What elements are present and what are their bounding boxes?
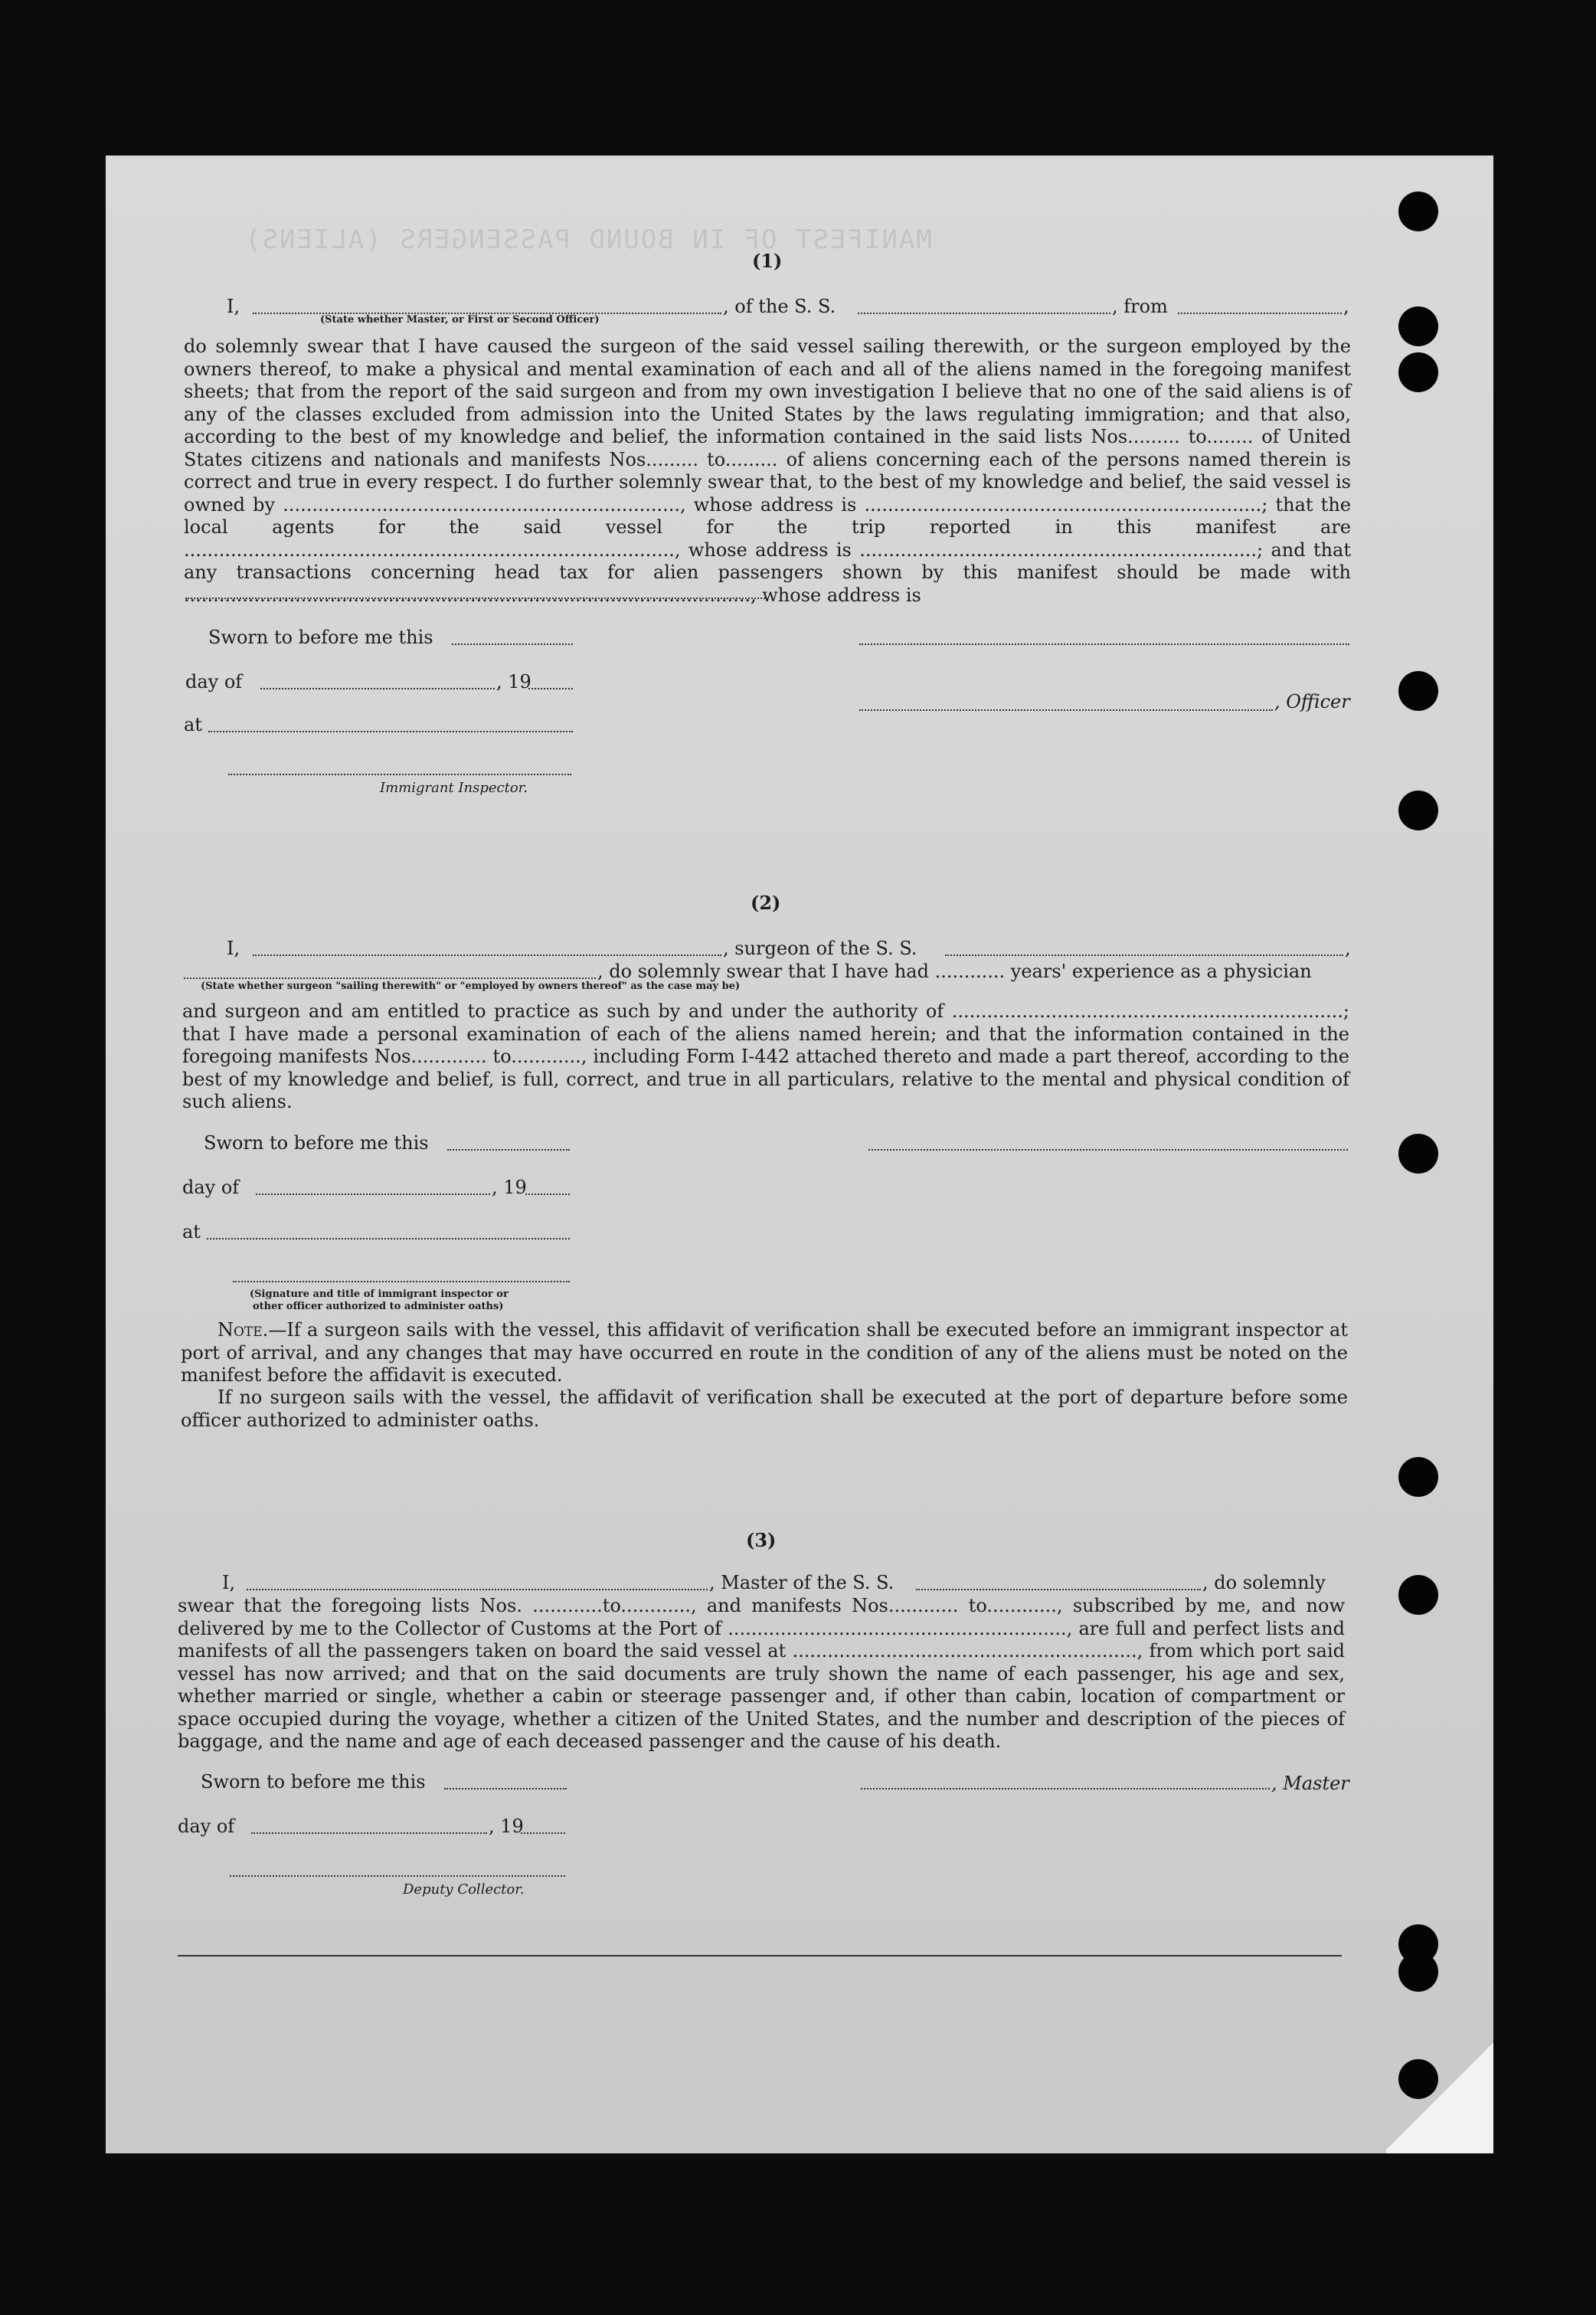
punch-hole xyxy=(1398,1457,1438,1497)
authority-signature-field[interactable] xyxy=(233,1281,570,1282)
sworn-label-2: Sworn to before me this xyxy=(204,1132,429,1154)
punch-hole xyxy=(1398,791,1438,830)
oath-2-i: I, xyxy=(227,938,240,959)
section-1-number: (1) xyxy=(752,250,783,272)
oath-3-master: , Master of the S. S. xyxy=(709,1572,894,1593)
note-paragraph-2: If no surgeon sails with the vessel, the affidavit of verification shall be executed at the port of departure before some officer authorized to administer oaths. xyxy=(181,1387,1348,1431)
day-of-label-3: day of xyxy=(178,1816,235,1837)
day-of-field-3[interactable] xyxy=(251,1832,487,1834)
folded-corner xyxy=(1386,2038,1493,2153)
oath-1-comma: , xyxy=(1343,296,1349,317)
surgeon-status-field[interactable] xyxy=(184,977,596,979)
punch-hole xyxy=(1398,1952,1438,1992)
year-field-1[interactable] xyxy=(528,688,573,689)
punch-hole xyxy=(1398,1134,1438,1174)
year-label-1: , 19 xyxy=(496,671,531,693)
officer-signature-field[interactable] xyxy=(859,643,1349,645)
year-label-2: , 19 xyxy=(492,1177,527,1198)
officer-title-field[interactable] xyxy=(859,709,1273,711)
punch-hole xyxy=(1398,352,1438,392)
oath-1-i: I, xyxy=(227,296,240,317)
collector-signature-field[interactable] xyxy=(230,1875,565,1877)
punch-hole xyxy=(1398,192,1438,231)
signature-hint-2: other officer authorized to administer oaths) xyxy=(253,1301,504,1312)
agent-address-field[interactable] xyxy=(185,598,767,599)
day-of-label-2: day of xyxy=(182,1177,240,1198)
surgeon-name-field[interactable] xyxy=(253,954,721,956)
surgeon-hint: (State whether surgeon "sailing therewith" or "employed by owners thereof" as the case may be) xyxy=(201,981,741,992)
master-signature-field[interactable] xyxy=(861,1788,1270,1789)
oath-1-body: do solemnly swear that I have caused the surgeon of the said vessel sailing therewith, or the surgeon employed by the owners thereof, to make a physical and mental examination of each and all of the aliens named in the foregoing manifest sheets; that from the report of the said surgeon and from my own investigation I believe that no one of the said aliens is of any of the classes excluded from admission into the United States by the laws regulating immigration; and that also, according to the best of my knowledge and belief, the information contained in the said lists Nos......... to........ of United States citizens and nationals and manifests Nos......... to......... of aliens concerning each of the persons named therein is correct and true in every respect. I do further solemnly swear that, to the best of my knowledge and belief, the said vessel is owned by ...................................................................., whose address is ....................................................................; that the local agents for the said vessel for the trip reported in this manifest are ...................................................................................., whose address is ....................................................................; and that any transactions concerning head tax for alien passengers shown by this manifest should be made with ................................................................................................., whose address is xyxy=(184,336,1351,606)
surgeon-signature-field[interactable] xyxy=(868,1149,1348,1151)
day-of-field-1[interactable] xyxy=(260,688,495,689)
oath-2-line2: , do solemnly swear that I have had ............ years' experience as a physician xyxy=(597,961,1312,982)
at-field-1[interactable] xyxy=(208,731,573,732)
note-text-1: —If a surgeon sails with the vessel, this affidavit of verification shall be executed before an immigrant inspector at port of arrival, and any changes that may have occurred en route in the condition of any of the aliens must be noted on the manifest before the affidavit is executed. xyxy=(181,1319,1348,1386)
at-label-1: at xyxy=(184,714,202,735)
inspector-label: Immigrant Inspector. xyxy=(380,780,528,796)
surgeon-vessel-field[interactable] xyxy=(945,954,1343,956)
sworn-date-field-3[interactable] xyxy=(444,1788,567,1789)
punch-hole xyxy=(1398,671,1438,711)
sworn-date-field-1[interactable] xyxy=(452,643,573,645)
year-field-3[interactable] xyxy=(521,1832,565,1834)
section-2-number: (2) xyxy=(751,892,781,914)
day-of-label-1: day of xyxy=(185,671,243,693)
oath-1-of-ss: , of the S. S. xyxy=(723,296,836,317)
master-vessel-field[interactable] xyxy=(916,1589,1201,1590)
punch-hole xyxy=(1398,1575,1438,1615)
sworn-date-field-2[interactable] xyxy=(447,1149,570,1151)
sworn-label-3: Sworn to before me this xyxy=(201,1771,426,1793)
oath-1-from: , from xyxy=(1112,296,1168,317)
year-field-2[interactable] xyxy=(525,1194,570,1195)
master-name-field[interactable] xyxy=(247,1589,708,1590)
oath-3-solemnly: , do solemnly xyxy=(1202,1572,1326,1593)
note-paragraph-1 xyxy=(181,1319,1348,1387)
master-label: , Master xyxy=(1271,1773,1349,1794)
section-3-number: (3) xyxy=(746,1529,777,1551)
bottom-rule xyxy=(178,1955,1342,1956)
vessel-name-field[interactable] xyxy=(858,313,1110,314)
bleed-through-text: MANIFEST OF IN BOUND PASSENGERS (ALIENS) xyxy=(244,224,932,255)
port-from-field[interactable] xyxy=(1178,313,1342,314)
oath-2-body: and surgeon and am entitled to practice as such by and under the authority of ...................................................................; that I have made a personal examination of each of the aliens named herein; and that the information contained in the foregoing manifests Nos............. to............, including Form I-442 attached thereto and made a part thereof, according to the best of my knowledge and belief, is full, correct, and true in all particulars, relative to the mental and physical condition of such aliens. xyxy=(182,1000,1349,1112)
collector-label: Deputy Collector. xyxy=(403,1881,525,1898)
oath-2-surgeon: , surgeon of the S. S. xyxy=(723,938,917,959)
oath-3-body: swear that the foregoing lists Nos. ............to............, and manifests Nos............ to............, subscribed by me, and now delivered by me to the Collector of Customs at the Port of .........................................................., are full and perfect lists and manifests of all the passengers taken on board the said vessel at ..........................................................., from which port said vessel has now arrived; and that on the said documents are truly shown the name of each passenger, his age and sex, whether married or single, whether a cabin or steerage passenger and, if other than cabin, location of compartment or space occupied during the voyage, whether a citizen of the United States, and the number and description of the pieces of baggage, and the name and age of each deceased passenger and the cause of his death. xyxy=(178,1595,1345,1752)
day-of-field-2[interactable] xyxy=(256,1194,490,1195)
year-label-3: , 19 xyxy=(489,1816,524,1837)
at-field-2[interactable] xyxy=(207,1238,570,1239)
signature-hint-1: (Signature and title of immigrant inspector or xyxy=(250,1288,509,1300)
inspector-signature-field[interactable] xyxy=(228,774,571,775)
at-label-2: at xyxy=(182,1221,201,1243)
officer-label: , Officer xyxy=(1274,691,1350,712)
sworn-label-1: Sworn to before me this xyxy=(208,627,433,648)
oath-3-i: I, xyxy=(222,1572,236,1593)
punch-hole xyxy=(1398,306,1438,346)
oath-2-comma: , xyxy=(1345,938,1351,959)
note-label: Note. xyxy=(217,1319,269,1341)
officer-hint: (State whether Master, or First or Second Officer) xyxy=(320,314,600,326)
punch-hole xyxy=(1398,2059,1438,2099)
